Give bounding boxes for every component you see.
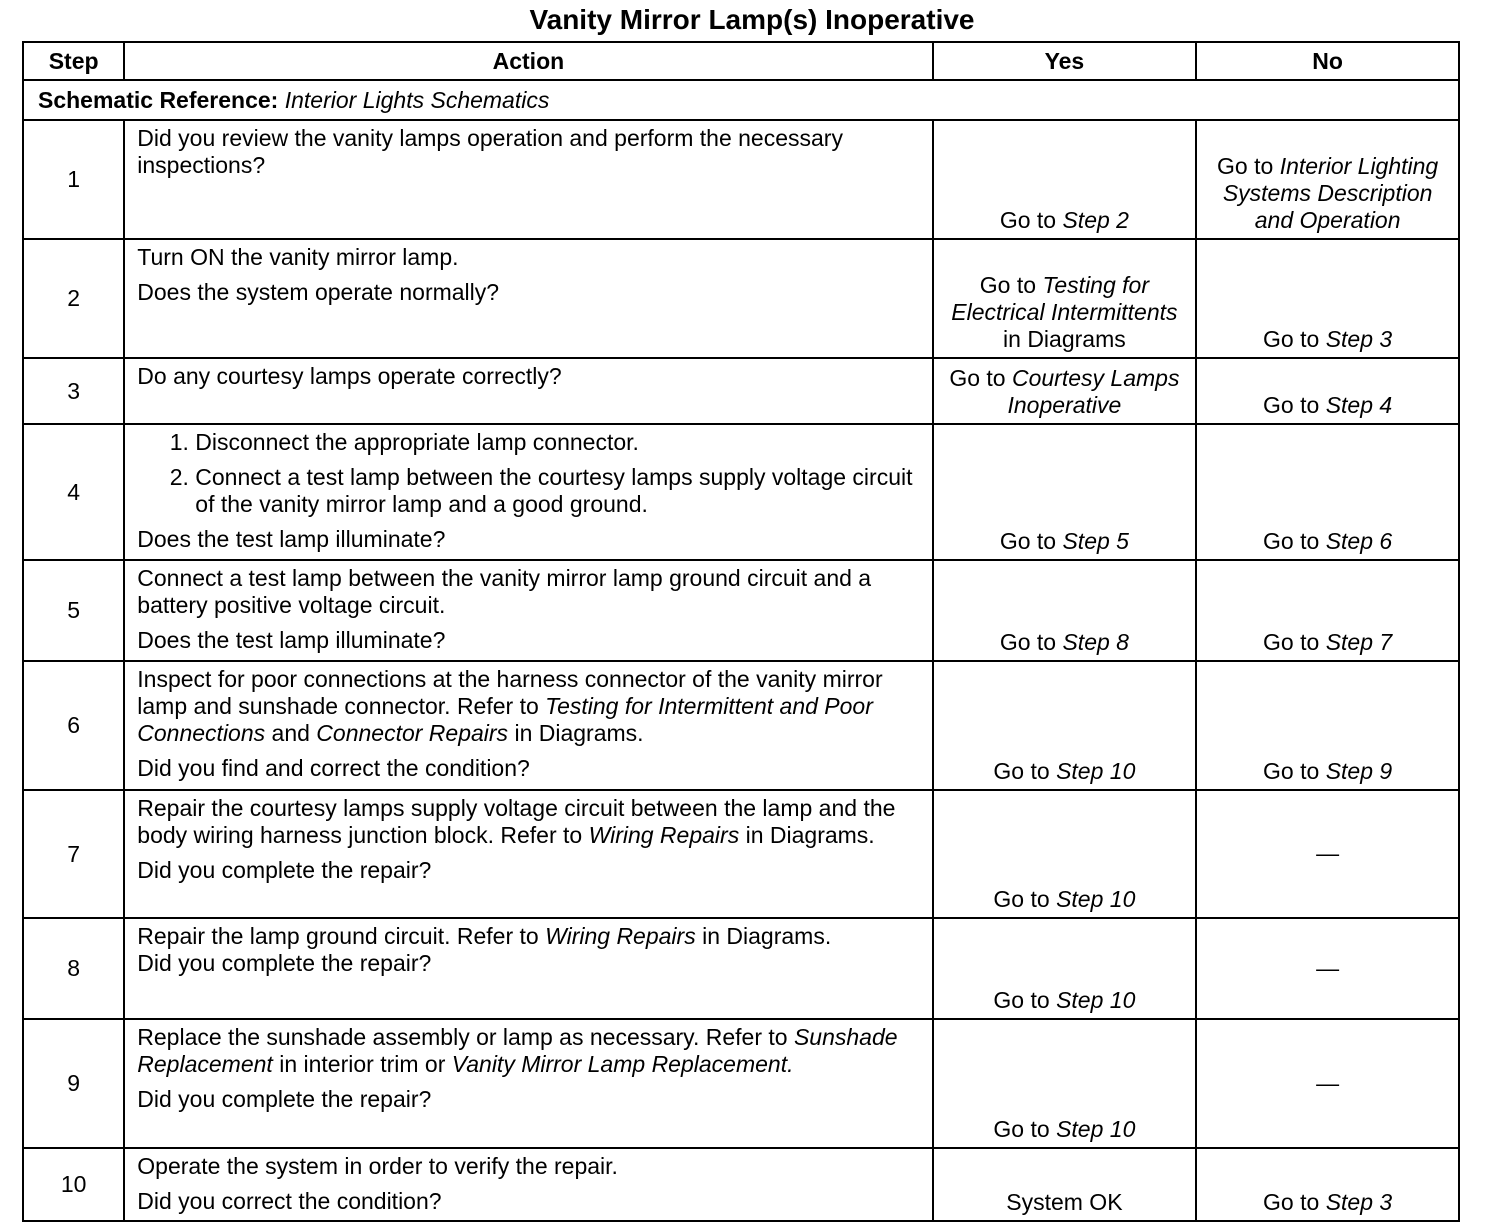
- step-link[interactable]: Step 10: [1056, 987, 1136, 1013]
- table-row: [23, 790, 1459, 918]
- yes-cell: [933, 661, 1197, 790]
- conjunction-text: and: [271, 720, 310, 746]
- goto-text: Go to: [993, 1116, 1050, 1142]
- goto-text: Go to: [999, 629, 1057, 655]
- page-title: Vanity Mirror Lamp(s) Inoperative: [529, 4, 975, 35]
- yes-cell: [933, 120, 1197, 239]
- table-row: [23, 918, 1459, 1019]
- yes-cell: [933, 918, 1197, 1019]
- goto-text: Go to: [1263, 528, 1320, 554]
- step-number: 5: [23, 560, 124, 661]
- procedure-item: 2. Connect a test lamp between the courtesy lamps supply voltage circuit of the vanity mirror lamp and a good ground.: [195, 464, 919, 518]
- in-text: in: [702, 923, 721, 949]
- instruction-prefix: Replace the sunshade assembly or lamp as necessary. Refer to: [137, 1024, 788, 1050]
- doc-link[interactable]: Sunshade Replacement: [137, 1024, 898, 1077]
- yes-cell: [933, 560, 1197, 661]
- suffix-text: in Diagrams: [1003, 326, 1126, 352]
- doc-link[interactable]: Courtesy Lamps Inoperative: [1007, 365, 1180, 418]
- action-cell: [124, 239, 932, 358]
- doc-link[interactable]: Interior Lighting Systems Description and Operation: [1222, 153, 1439, 233]
- header-row: [23, 42, 1459, 80]
- question-text: Does the system operate normally?: [137, 279, 500, 305]
- action-cell: [124, 1148, 932, 1221]
- goto-text: Go to: [999, 207, 1057, 233]
- procedure-list: [137, 429, 919, 518]
- goto-text: Go to: [1263, 629, 1320, 655]
- goto-text: Go to: [1263, 758, 1320, 784]
- no-cell: [1196, 424, 1459, 560]
- table-row: [23, 1019, 1459, 1148]
- step-number: 2: [23, 239, 124, 358]
- schematic-reference: [23, 80, 1459, 120]
- goto-text: Go to: [993, 987, 1050, 1013]
- instruction-text: Operate the system in order to verify the repair.: [137, 1153, 618, 1179]
- table-row: [23, 239, 1459, 358]
- procedure-item: 1. Disconnect the appropriate lamp connector.: [195, 429, 919, 456]
- goto-text: Go to: [1263, 1189, 1320, 1215]
- instruction-text: [137, 795, 919, 849]
- schematic-label: Schematic Reference:: [38, 86, 279, 113]
- goto-text: Go to: [993, 758, 1050, 784]
- instruction-text: Connect a test lamp between the vanity mirror lamp ground circuit and a battery positive voltage circuit.: [137, 565, 872, 618]
- instruction-prefix: Repair the lamp ground circuit. Refer to: [137, 923, 539, 949]
- step-link[interactable]: Step 5: [1062, 528, 1129, 554]
- no-cell: [1196, 239, 1459, 358]
- instruction-prefix: Repair the courtesy lamps supply voltage circuit between the lamp and the body wiring harness junction block. Refer to: [137, 795, 896, 848]
- header-action: Action: [124, 42, 932, 80]
- yes-cell: [933, 1019, 1197, 1148]
- yes-cell: [933, 790, 1197, 918]
- in-text: in: [745, 822, 764, 848]
- doc-link[interactable]: Testing for Intermittent and Poor Connections: [137, 693, 873, 746]
- step-link[interactable]: Step 7: [1325, 629, 1393, 655]
- yes-cell: [933, 424, 1197, 560]
- in-text: in: [514, 720, 533, 746]
- question-text: Does the test lamp illuminate?: [137, 526, 446, 552]
- doc-link[interactable]: Testing for Electrical Intermittents: [951, 272, 1178, 325]
- diagnostic-table: [22, 41, 1460, 1222]
- no-cell: [1196, 358, 1459, 424]
- yes-cell: [933, 239, 1197, 358]
- diagrams-text: Diagrams.: [726, 923, 832, 949]
- instruction-middle: in interior trim or: [279, 1051, 446, 1077]
- instruction-text: [137, 666, 919, 747]
- table-row: [23, 560, 1459, 661]
- step-number: 7: [23, 790, 124, 918]
- no-cell: [1196, 120, 1459, 239]
- question-text: Does the test lamp illuminate?: [137, 627, 446, 653]
- action-cell: [124, 120, 932, 239]
- diagrams-text: Diagrams.: [769, 822, 875, 848]
- table-row: [23, 661, 1459, 790]
- action-cell: [124, 1019, 932, 1148]
- instruction-text: [137, 1024, 919, 1078]
- step-number: 9: [23, 1019, 124, 1148]
- action-cell: [124, 918, 932, 1019]
- step-link[interactable]: Step 4: [1325, 392, 1393, 418]
- step-number: 3: [23, 358, 124, 424]
- instruction-text: [137, 923, 919, 950]
- header-step: Step: [23, 42, 124, 80]
- question-text: Did you complete the repair?: [137, 1086, 432, 1112]
- goto-text: Go to: [979, 272, 1037, 298]
- goto-text: Go to: [1263, 392, 1320, 418]
- table-row: [23, 1148, 1459, 1221]
- question-text: Did you correct the condition?: [137, 1188, 442, 1214]
- table-row: [23, 424, 1459, 560]
- header-no: No: [1196, 42, 1459, 80]
- instruction-prefix: Inspect for poor connections at the harness connector of the vanity mirror lamp and sunshade connector. Refer to: [137, 666, 883, 719]
- doc-link[interactable]: Wiring Repairs: [545, 923, 696, 949]
- question-text: Did you complete the repair?: [137, 950, 432, 976]
- step-number: 1: [23, 120, 124, 239]
- no-cell: —: [1196, 790, 1459, 918]
- no-cell: [1196, 1148, 1459, 1221]
- step-link[interactable]: Step 10: [1056, 758, 1136, 784]
- action-cell: [124, 560, 932, 661]
- step-link[interactable]: Step 9: [1325, 758, 1393, 784]
- action-cell: [124, 424, 932, 560]
- step-link[interactable]: Step 10: [1056, 1116, 1136, 1142]
- goto-text: Go to: [999, 528, 1057, 554]
- step-link[interactable]: Step 3: [1325, 326, 1393, 352]
- step-link[interactable]: Step 2: [1062, 207, 1129, 233]
- step-number: 10: [23, 1148, 124, 1221]
- table-row: [23, 120, 1459, 239]
- step-link[interactable]: Step 6: [1325, 528, 1393, 554]
- step-link[interactable]: Step 8: [1062, 629, 1129, 655]
- no-cell: —: [1196, 918, 1459, 1019]
- step-number: 8: [23, 918, 124, 1019]
- goto-text: Go to: [1217, 153, 1274, 179]
- question-text: Did you review the vanity lamps operation and perform the necessary inspections?: [137, 125, 843, 178]
- step-link[interactable]: Step 3: [1325, 1189, 1393, 1215]
- step-link[interactable]: Step 10: [1056, 886, 1136, 912]
- action-cell: [124, 661, 932, 790]
- goto-text: Go to: [993, 886, 1050, 912]
- schematic-link[interactable]: Interior Lights Schematics: [284, 86, 550, 113]
- no-cell: —: [1196, 1019, 1459, 1148]
- schematic-row: [23, 80, 1459, 120]
- action-cell: [124, 790, 932, 918]
- doc-link[interactable]: Vanity Mirror Lamp Replacement.: [451, 1051, 794, 1077]
- table-row: [23, 358, 1459, 424]
- yes-cell: [933, 358, 1197, 424]
- instruction-text: Turn ON the vanity mirror lamp.: [137, 244, 459, 270]
- question-text: Do any courtesy lamps operate correctly?: [137, 363, 562, 389]
- doc-link[interactable]: Wiring Repairs: [588, 822, 740, 848]
- action-content: [137, 923, 919, 977]
- no-cell: [1196, 560, 1459, 661]
- doc-link[interactable]: Connector Repairs: [316, 720, 509, 746]
- step-number: 6: [23, 661, 124, 790]
- no-cell: [1196, 661, 1459, 790]
- yes-cell: System OK: [933, 1148, 1197, 1221]
- diagrams-text: Diagrams.: [538, 720, 644, 746]
- step-number: 4: [23, 424, 124, 560]
- action-cell: [124, 358, 932, 424]
- question-text: Did you find and correct the condition?: [137, 755, 530, 781]
- goto-text: Go to: [1263, 326, 1320, 352]
- goto-text: Go to: [949, 365, 1006, 391]
- question-text: Did you complete the repair?: [137, 857, 432, 883]
- header-yes: Yes: [933, 42, 1197, 80]
